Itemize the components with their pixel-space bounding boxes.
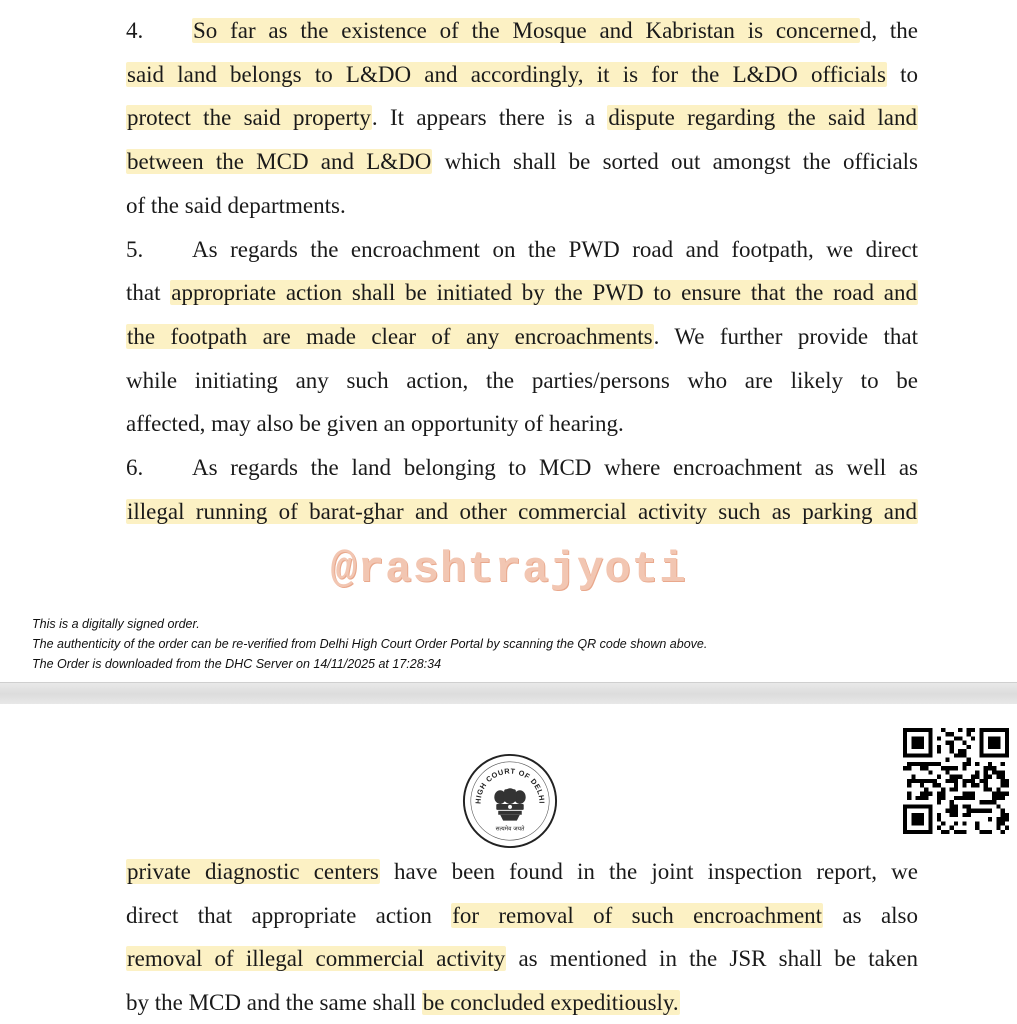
text-line <box>126 235 918 265</box>
paragraph-number: 5. <box>126 236 144 262</box>
text-segment: which shall be sorted out amongst the officials <box>432 149 919 175</box>
text-segment: direct that appropriate action <box>126 902 452 928</box>
highlighted-text: protect the said property <box>127 105 371 131</box>
watermark: @rashtrajyoti <box>330 545 687 595</box>
text-line <box>126 409 918 439</box>
text-line <box>126 16 918 46</box>
page-separator <box>0 682 1017 706</box>
footer-note-download: The Order is downloaded from the DHC Server on 14/11/2025 at 17:28:34 <box>32 657 442 671</box>
text-segment: d, the <box>859 18 918 43</box>
text-segment: As regards the land belonging to MCD where encroachment as well as <box>192 455 918 480</box>
text-segment: to <box>886 61 919 87</box>
order-page-2 <box>0 704 1017 1024</box>
text-line <box>126 60 918 90</box>
text-line <box>126 191 918 221</box>
text-segment: that <box>126 280 171 306</box>
highlighted-text: said land belongs to L&DO and accordingly, it is for the L&DO officials <box>127 61 886 87</box>
text-segment: . It appears there is a <box>371 105 608 131</box>
text-line <box>126 988 918 1018</box>
text-segment: while initiating any such action, the parties/persons who are likely to be <box>126 367 918 393</box>
highlighted-text: between the MCD and L&DO <box>127 149 432 175</box>
text-segment: as mentioned in the JSR shall be taken <box>506 946 918 971</box>
highlighted-text: illegal running of barat-ghar and other commercial activity such as parking and <box>127 498 917 524</box>
highlighted-text: for removal of such encroachment <box>452 902 823 928</box>
text-line <box>126 857 918 887</box>
emblem-motto: सत्यमेव जयते <box>495 826 525 833</box>
text-line <box>126 901 918 931</box>
emblem-arc-text: HIGH COURT OF DELHI <box>473 766 547 805</box>
text-line <box>126 103 918 133</box>
footer-note-authenticity: The authenticity of the order can be re-verified from Delhi High Court Order Portal by scanning the QR code shown above. <box>32 637 708 651</box>
highlighted-text: be concluded expeditiously. <box>422 989 679 1015</box>
text-segment: have been found in the joint inspection report, we <box>379 859 918 884</box>
paragraph-number: 6. <box>126 455 144 480</box>
text-segment: as also <box>823 902 918 928</box>
text-segment: . We further provide that <box>653 323 919 349</box>
text-line <box>126 944 918 974</box>
text-line <box>126 147 918 177</box>
text-segment: by the MCD and the same shall <box>126 989 422 1015</box>
text-line <box>126 366 918 396</box>
text-line <box>126 497 918 527</box>
text-line <box>126 278 918 308</box>
highlighted-text: So far as the existence of the Mosque and Kabristan is concerne <box>193 18 859 43</box>
highlighted-text: dispute regarding the said land <box>608 105 918 131</box>
verification-qr-code[interactable] <box>903 728 1009 834</box>
paragraph-number: 4. <box>126 18 144 43</box>
high-court-emblem <box>461 752 559 850</box>
text-line <box>126 322 918 352</box>
text-segment: As regards the encroachment on the PWD road and footpath, we direct <box>192 236 918 262</box>
text-segment: of the said departments. <box>126 192 346 218</box>
footer-note-signed: This is a digitally signed order. <box>32 617 200 631</box>
highlighted-text: appropriate action shall be initiated by the PWD to ensure that the road and <box>171 280 917 306</box>
highlighted-text: private diagnostic centers <box>127 859 379 884</box>
text-segment: affected, may also be given an opportunity of hearing. <box>126 411 624 437</box>
text-line <box>126 453 918 483</box>
highlighted-text: the footpath are made clear of any encroachments <box>127 323 653 349</box>
highlighted-text: removal of illegal commercial activity <box>127 946 506 971</box>
